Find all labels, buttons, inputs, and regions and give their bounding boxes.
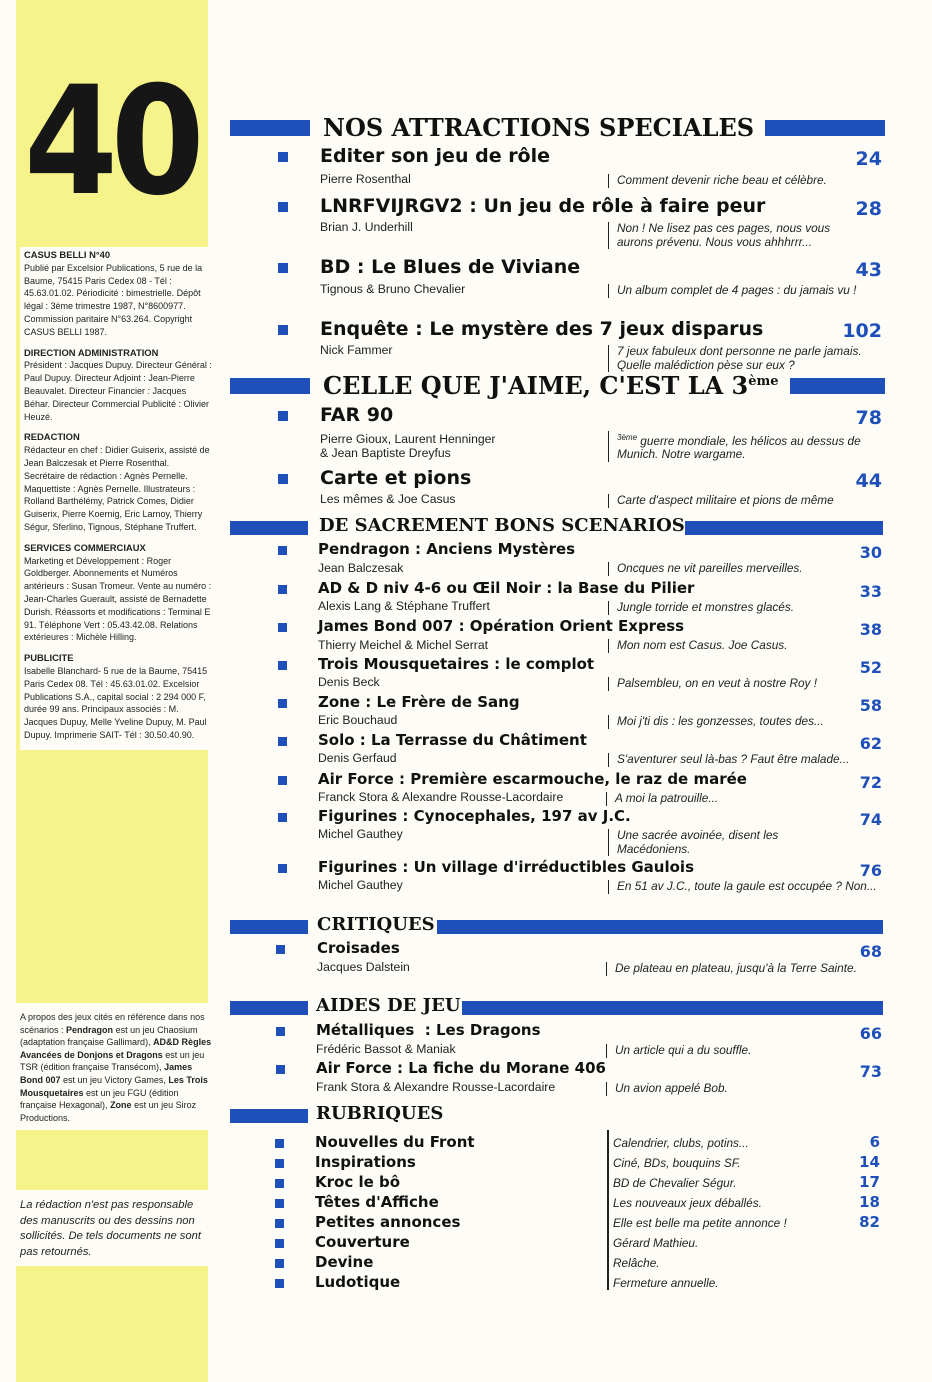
bullet-icon	[276, 1027, 285, 1036]
rubrique-row[interactable]	[0, 1193, 932, 1213]
page-number[interactable]: 24	[855, 148, 882, 170]
page-number[interactable]: 62	[859, 734, 882, 753]
rubrique-name[interactable]: Petites annonces	[315, 1213, 461, 1231]
page-number[interactable]: 52	[859, 658, 882, 677]
page-number[interactable]: 30	[859, 543, 882, 562]
disclaimer: La rédaction n'est pas responsable des manuscrits ou des dessins non sollicités. De tels documents ne sont pas retournés.	[16, 1190, 218, 1266]
page-number[interactable]: 44	[855, 470, 882, 492]
page-number[interactable]: 78	[855, 407, 882, 429]
bullet-icon	[278, 202, 288, 212]
entry-author: Michel Gauthey	[318, 827, 403, 841]
page-number[interactable]: 28	[855, 198, 882, 220]
entry-title[interactable]: Editer son jeu de rôle	[320, 145, 551, 167]
section-header	[0, 371, 932, 401]
rubrique-name[interactable]: Kroc le bô	[315, 1173, 401, 1191]
page-number[interactable]: 72	[859, 773, 882, 792]
section-title: CRITIQUES	[317, 914, 435, 935]
entry-author: Jacques Dalstein	[317, 960, 410, 974]
masthead-heading: DIRECTION ADMINISTRATION	[24, 346, 159, 358]
bullet-icon	[275, 1239, 284, 1248]
section-title-sup: ème	[748, 374, 779, 389]
entry-title[interactable]: Pendragon : Anciens Mystères	[318, 540, 576, 558]
section-header	[0, 914, 932, 944]
masthead-heading: PUBLICITE	[24, 652, 74, 664]
entry-author: Denis Beck	[318, 675, 380, 689]
game-name: Les Trois Mousquetaires	[20, 1074, 208, 1098]
entry-author: Pierre Gioux, Laurent Henninger	[320, 432, 496, 446]
rubrique-note: Calendrier, clubs, potins...	[613, 1136, 749, 1150]
entry-title[interactable]: Métalliques : Les Dragons	[316, 1021, 541, 1039]
entry-title[interactable]: James Bond 007 : Opération Orient Express	[318, 617, 685, 635]
entry-title[interactable]: Air Force : La fiche du Morane 406	[316, 1059, 606, 1077]
page-number[interactable]: 76	[859, 861, 882, 880]
page-number[interactable]: 73	[859, 1062, 882, 1081]
entry-note: Un avion appelé Bob.	[606, 1082, 870, 1096]
rubrique-name[interactable]: Ludotique	[315, 1273, 401, 1291]
page-number[interactable]: 17	[859, 1173, 880, 1191]
game-desc: est un jeu Victory Games,	[60, 1074, 169, 1085]
bullet-icon	[278, 776, 287, 785]
entry-note: Carte d'aspect militaire et pions de même	[608, 494, 897, 508]
entry-title[interactable]: Air Force : Première escarmouche, le raz de marée	[318, 770, 747, 788]
section-title	[323, 371, 779, 400]
masthead-text: Président : Jacques Dupuy. Directeur Général : Paul Dupuy. Directeur Adjoint : Jean-Pierre Beauvalet. Directeur Financier : Jacques Béhar. Directeur Commercial Publicité : Olivier Heuzé.	[24, 360, 212, 422]
page-number[interactable]: 102	[842, 320, 882, 342]
bullet-icon	[278, 263, 288, 273]
bullet-icon	[278, 813, 287, 822]
rubrique-note: Elle est belle ma petite annonce !	[613, 1216, 787, 1230]
page-number[interactable]: 74	[859, 810, 882, 829]
section-header	[0, 113, 932, 143]
bullet-icon	[275, 1199, 284, 1208]
entry-title[interactable]: FAR 90	[320, 404, 394, 426]
masthead-text: Rédacteur en chef : Didier Guiserix, assisté de Jean Balczesak et Pierre Rosenthal. Secrétaire de rédaction : Agnès Pernelle. Maquettiste : Agnès Pernelle. Illustrateurs : Rolland Barthélémy, Patrick Comes, Didier Guiserix, Pierre Koernig, Eric Larnoy, Thierry Ségur, Sferlino, Tignous, Stéphane Truffert.	[24, 445, 210, 532]
entry-title[interactable]: BD : Le Blues de Viviane	[320, 256, 581, 278]
entry-note: Palsembleu, on en veut à nostre Roy !	[608, 677, 892, 691]
bullet-icon	[278, 411, 288, 421]
entry-title[interactable]: Enquête : Le mystère des 7 jeux disparus	[320, 318, 764, 340]
game-desc: est un jeu TSR (édition française Transécom),	[20, 1049, 205, 1073]
entry-author: Brian J. Underhill	[320, 220, 413, 234]
issue-number: 40	[24, 55, 198, 229]
entry-author: Tignous & Bruno Chevalier	[320, 282, 466, 296]
entry-note: A moi la patrouille...	[606, 792, 875, 806]
bullet-icon	[278, 546, 287, 555]
page-number[interactable]: 66	[859, 1024, 882, 1043]
entry-note: 7 jeux fabuleux dont personne ne parle jamais. Quelle malédiction pèse sur eux ?	[608, 345, 887, 372]
rubrique-row[interactable]	[0, 1133, 932, 1153]
entry-note: De plateau en plateau, jusqu'à la Terre Sainte.	[606, 962, 870, 976]
rubrique-name[interactable]: Nouvelles du Front	[315, 1133, 475, 1151]
entry-note: Mon nom est Casus. Joe Casus.	[608, 639, 892, 653]
masthead-heading: CASUS BELLI N°40	[24, 249, 111, 260]
games-note-intro: A propos des jeux cités en référence dans nos scénarios :	[20, 1012, 205, 1035]
bullet-icon	[275, 1279, 284, 1288]
rubrique-row[interactable]	[0, 1153, 932, 1173]
entry-title[interactable]: Zone : Le Frère de Sang	[318, 693, 520, 711]
page-number[interactable]: 38	[859, 620, 882, 639]
bullet-icon	[278, 474, 288, 484]
rubrique-row[interactable]	[0, 1233, 932, 1253]
entry-title[interactable]: Figurines : Cynocephales, 197 av J.C.	[318, 807, 631, 825]
masthead-text: Marketing et Développement : Roger Goldberger. Abonnements et Numéros antérieurs : Susan Tromeur. Vente au numéro : Jean-Charles Guerault, assisté de Bernadette Durish. Réassorts et modifications : Terminal E 91. Téléphone Vert : 05.43.42.08. Relations extérieures : Michèle Hilling.	[24, 555, 212, 643]
entry-author: Les mêmes & Joe Casus	[320, 492, 456, 506]
bullet-icon	[278, 585, 287, 594]
section-title: DE SACREMENT BONS SCENARIOS	[319, 515, 685, 536]
page-number[interactable]: 58	[859, 696, 882, 715]
masthead-text: Publié par Excelsior Publications, 5 rue de la Baume, 75415 Paris Cedex 08 - Tél : 45.63.01.02. Périodicité : bimestrielle. Dépôt légal : 3ème trimestre 1987, N°8600977. Commission paritaire N°63.264. Copyright CASUS BELLI 1987.	[24, 262, 203, 337]
entry-note: Un album complet de 4 pages : du jamais vu !	[608, 284, 877, 298]
section-header	[0, 1103, 932, 1133]
entry-author: Pierre Rosenthal	[320, 172, 411, 186]
entry-note: S'aventurer seul là-bas ? Faut être malade...	[608, 753, 897, 767]
rubrique-note: Ciné, BDs, bouquins SF.	[613, 1156, 741, 1170]
rubrique-note: Relâche.	[613, 1256, 660, 1270]
entry-title[interactable]: Trois Mousquetaires : le complot	[318, 655, 595, 673]
page-number[interactable]: 18	[859, 1193, 880, 1211]
bullet-icon	[278, 864, 287, 873]
game-name: Pendragon	[66, 1024, 114, 1035]
entry-title[interactable]: Croisades	[317, 939, 400, 957]
rubrique-name[interactable]: Couverture	[315, 1233, 410, 1251]
entry-author: Jean Balczesak	[318, 561, 404, 575]
section-title: RUBRIQUES	[316, 1103, 444, 1124]
entry-title[interactable]: AD & D niv 4-6 ou Œil Noir : la Base du Pilier	[318, 579, 695, 597]
bullet-icon	[275, 1219, 284, 1228]
entry-note: Comment devenir riche beau et célèbre.	[608, 174, 887, 188]
bullet-icon	[275, 1179, 284, 1188]
game-desc: est un jeu Chaosium (adaptation française Gallimard),	[20, 1024, 198, 1048]
entry-title[interactable]: Figurines : Un village d'irréductibles Gaulois	[318, 858, 694, 876]
note-sup: 3ème	[617, 433, 638, 442]
section-title-text: CELLE QUE J'AIME, C'EST LA 3	[323, 371, 749, 400]
game-name: AD&D Règles Avancées de Donjons et Dragons	[20, 1037, 212, 1060]
entry-title[interactable]: LNRFVIJRGV2 : Un jeu de rôle à faire peur	[320, 195, 766, 217]
entry-author: Thierry Meichel & Michel Serrat	[318, 638, 488, 652]
rubrique-name[interactable]: Têtes d'Affiche	[315, 1193, 439, 1211]
rubrique-row[interactable]	[0, 1273, 932, 1293]
entry-author: Franck Stora & Alexandre Rousse-Lacordaire	[318, 790, 564, 804]
game-desc: est un jeu FGU (édition française Hexagonal),	[20, 1087, 179, 1111]
bullet-icon	[278, 325, 288, 335]
rubrique-row[interactable]	[0, 1173, 932, 1193]
section-title: AIDES DE JEU	[316, 995, 461, 1016]
rubrique-note: Gérard Mathieu.	[613, 1236, 699, 1250]
masthead-heading: SERVICES COMMERCIAUX	[24, 541, 146, 553]
entry-title[interactable]: Carte et pions	[320, 467, 472, 489]
page-number[interactable]: 14	[859, 1153, 880, 1171]
entry-note: Non ! Ne lisez pas ces pages, nous vous aurons prévenu. Nous vous ahhhrrr...	[608, 222, 867, 249]
bullet-icon	[275, 1159, 284, 1168]
page-number[interactable]: 68	[859, 942, 882, 961]
page-number[interactable]: 82	[859, 1213, 880, 1231]
entry-author: Alexis Lang & Stéphane Truffert	[318, 599, 490, 613]
page-number[interactable]: 43	[855, 259, 882, 281]
rubrique-note: Les nouveaux jeux déballés.	[613, 1196, 762, 1210]
entry-author: Frédéric Bassot & Maniak	[316, 1042, 456, 1056]
masthead-heading: REDACTION	[24, 431, 80, 443]
entry-author: Frank Stora & Alexandre Rousse-Lacordaire	[316, 1080, 556, 1094]
rubrique-row[interactable]	[0, 1253, 932, 1273]
section-title: NOS ATTRACTIONS SPECIALES	[323, 113, 755, 142]
rubrique-name[interactable]: Devine	[315, 1253, 374, 1271]
entry-author: Nick Fammer	[320, 343, 393, 357]
entry-author: Michel Gauthey	[318, 878, 403, 892]
bullet-icon	[278, 623, 287, 632]
entry-note	[608, 431, 887, 462]
entry-author: Denis Gerfaud	[318, 751, 397, 765]
bullet-icon	[278, 737, 287, 746]
rubrique-name[interactable]: Inspirations	[315, 1153, 416, 1171]
bullet-icon	[275, 1259, 284, 1268]
masthead-text: Isabelle Blanchard- 5 rue de la Baume, 75415 Paris Cedex 08. Tél : 45.63.01.02. Excelsior Publications S.A., capital social : 2 294 000 F, durée 99 ans. Principaux associés : M. Jacques Dupuy, Melle Yveline Dupuy, M. Paul Dupuy. Imprimerie SAIT- Tél : 30.50.40.90.	[24, 665, 208, 740]
bullet-icon	[278, 699, 287, 708]
game-name: James Bond 007	[20, 1062, 193, 1085]
bullet-icon	[276, 945, 285, 954]
note-text: guerre mondiale, les hélicos au dessus de Munich. Notre wargame.	[617, 433, 861, 462]
rubrique-note: BD de Chevalier Ségur.	[613, 1176, 737, 1190]
entry-note: Moi j'ti dis : les gonzesses, toutes des...	[608, 715, 892, 729]
entry-note: Jungle torride et monstres glacés.	[608, 601, 892, 615]
game-name: Zone	[110, 1100, 132, 1111]
entry-note: Une sacrée avoinée, disent les Macédoniens.	[608, 829, 817, 856]
entry-author: Eric Bouchaud	[318, 713, 398, 727]
bullet-icon	[275, 1139, 284, 1148]
bullet-icon	[278, 661, 287, 670]
entry-note: En 51 av J.C., toute la gaule est occupée ? Non...	[608, 880, 882, 894]
game-desc: est un jeu Siroz Productions.	[20, 1100, 197, 1123]
entry-note: Un article qui a du souffle.	[606, 1044, 870, 1058]
bullet-icon	[276, 1065, 285, 1074]
entry-title[interactable]: Solo : La Terrasse du Châtiment	[318, 731, 587, 749]
entry-author: & Jean Baptiste Dreyfus	[320, 446, 451, 460]
page-number[interactable]: 6	[869, 1133, 880, 1151]
page-number[interactable]: 33	[859, 582, 882, 601]
bullet-icon	[278, 152, 288, 162]
rubrique-note: Fermeture annuelle.	[613, 1276, 719, 1290]
rubrique-row[interactable]	[0, 1213, 932, 1233]
entry-note: Oncques ne vit pareilles merveilles.	[608, 562, 892, 576]
